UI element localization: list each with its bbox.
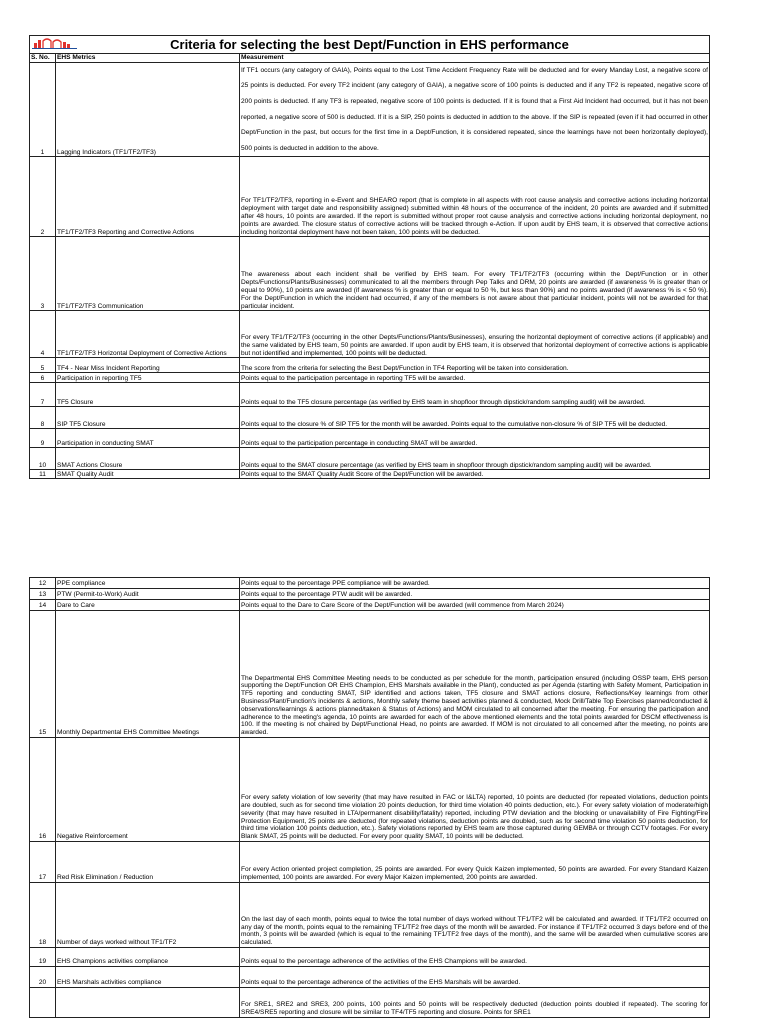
metric-cell: TF1/TF2/TF3 Reporting and Corrective Actions — [56, 157, 240, 237]
measurement-cell: The awareness about each incident shall be verified by EHS team. For every TF1/TF2/TF3 (occurring within the Dept/Function or in other Depts/Functions/Plants/Businesses) communicated to all the members through Pep Talks and DRM, 20 points are awarded (if awareness % is greater than or equal to 90%), 10 points are awarded (if awareness % is greater than or equal to 50 %, but less than 90%) and no points awarded (if awareness % is < 50 %). For the Dept/Function in which the incident had occurred, if any of the members is not aware about that particular incident, points will not be awarded for that particular incident. — [240, 237, 710, 311]
measurement-header: Measurement — [240, 54, 710, 63]
measurement-cell: The Departmental EHS Committee Meeting needs to be conducted as per schedule for the month, participation ensured (including OSSP team, EHS person supporting the Dept/Function OR EHS Champion, EHS Marshals available in the Plant), conducted as per Agenda (starting with Safety Moment, Participation in TF5 reporting and conducting SMAT, SIP identified and actions taken, TF5 closure and SMAT actions closure, Reflections/Key learnings from other Business/Plant/Function's incidents & actions, Monthly safety theme based activities planned & conducted, Mock Drill/Table Top Exercises planned/conducted & observations/learnings & actions planned/taken & Status of Actions) and MOM circulated to all concerned after the meeting. For ensuring the participation and adherence to the meeting's agenda, 10 points are awarded for each of the above mentioned elements and the total points awarded for DSCM effectiveness is 100. If the meeting is not chaired by Dept/Functional Head, no points are awarded. If MOM is not circulated to all concerned after the meeting, no points are awarded. — [240, 611, 710, 738]
measurement-cell: On the last day of each month, points equal to twice the total number of days worked without TF1/TF2 will be calculated and awarded. If TF1/TF2 occurred on any day of the month, points equal to the remaining TF1/TF2 free days of the month will be awarded. For instance if TF1/TF2 occurred 3 days before end of the month, 3 points will be awarded (which is equal to the remaining TF1/TF2 free days of the month), and the same will be awarded when cumulative scores are calculated. — [240, 883, 710, 948]
table-row — [30, 738, 710, 842]
criteria-table-page1 — [29, 35, 710, 479]
table-row — [30, 383, 710, 407]
table-row — [30, 470, 710, 479]
row-number: 6 — [30, 373, 56, 383]
criteria-table-page2 — [29, 577, 710, 1018]
measurement-cell: Points equal to the SMAT Quality Audit Score of the Dept/Function will be awarded. — [240, 470, 710, 479]
table-row — [30, 842, 710, 883]
table-row — [30, 157, 710, 237]
metric-cell: Red Risk Elimination / Reduction — [56, 842, 240, 883]
metric-cell: Monthly Departmental EHS Committee Meetings — [56, 611, 240, 738]
row-number: 18 — [30, 883, 56, 948]
table-row — [30, 358, 710, 373]
row-number: 3 — [30, 237, 56, 311]
table-row — [30, 883, 710, 948]
row-number: 8 — [30, 407, 56, 429]
sno-header: S. No. — [30, 54, 56, 63]
row-number: 16 — [30, 738, 56, 842]
metric-cell: TF1/TF2/TF3 Horizontal Deployment of Corrective Actions — [56, 311, 240, 358]
measurement-cell: Points equal to the percentage adherence of the activities of the EHS Marshals will be awarded. — [240, 967, 710, 988]
metric-cell: SIP TF5 Closure — [56, 407, 240, 429]
metric-cell: Dare to Care — [56, 600, 240, 611]
table-row — [30, 600, 710, 611]
measurement-cell: For every TF1/TF2/TF3 (occurring in the other Depts/Functions/Plants/Businesses), ensuring the horizontal deployment of corrective actions (if applicable) and the same validated by EHS team, 50 points are awarded. If upon audit by EHS team, it is observed that horizontal deployment of corrective actions is applicable but not identified and implemented, 100 points will be deducted. — [240, 311, 710, 358]
measurement-cell: For TF1/TF2/TF3, reporting in e-Event and SHEARO report (that is complete in all aspects with root cause analysis and corrective actions including horizontal deployment with target date and responsibility assigned) submitted within 48 hours of the occurrence of the incident, 20 points are awarded and if submitted after 48 hours, 10 points are awarded. If the report is submitted without proper root cause analysis and corrective actions including horizontal deployment, no points are awarded. The closure status of corrective actions will be tracked through e-Action. If upon audit by EHS team, it is observed that corrective actions including horizontal deployment have not been taken, 100 points will be deducted. — [240, 157, 710, 237]
row-number: 9 — [30, 429, 56, 448]
row-number: 5 — [30, 358, 56, 373]
row-number: 15 — [30, 611, 56, 738]
row-number: 2 — [30, 157, 56, 237]
metric-cell: Number of days worked without TF1/TF2 — [56, 883, 240, 948]
table-row — [30, 988, 710, 1018]
row-number: 1 — [30, 62, 56, 157]
measurement-cell: For SRE1, SRE2 and SRE3, 200 points, 100 points and 50 points will be respectively deducted (deduction points doubled if repeated). The scoring for SRE4/SRE5 reporting and closure will be similar to TF4/TF5 reporting and closure. Points for SRE1 — [240, 988, 710, 1018]
metric-header: EHS Metrics — [56, 54, 240, 63]
table-row — [30, 62, 710, 157]
table-row — [30, 448, 710, 470]
header-row — [30, 54, 710, 63]
metric-cell: EHS Champions activities compliance — [56, 948, 240, 967]
row-number: 14 — [30, 600, 56, 611]
measurement-cell: Points equal to the Dare to Care Score of the Dept/Function will be awarded (will commence from March 2024) — [240, 600, 710, 611]
table-row — [30, 407, 710, 429]
table-row — [30, 948, 710, 967]
row-number: 17 — [30, 842, 56, 883]
metric-cell: Lagging Indicators (TF1/TF2/TF3) — [56, 62, 240, 157]
table-row — [30, 589, 710, 600]
row-number: 11 — [30, 470, 56, 479]
table-row — [30, 429, 710, 448]
measurement-cell: Points equal to the closure % of SIP TF5 for the month will be awarded. Points equal to the cumulative non-closure % of SIP TF5 will be deducted. — [240, 407, 710, 429]
page-title: Criteria for selecting the best Dept/Function in EHS performance — [170, 37, 569, 52]
measurement-cell: Points equal to the TF5 closure percentage (as verified by EHS team in shopfloor through dipstick/random sampling audit) will be awarded. — [240, 383, 710, 407]
metric-cell: PTW (Permit-to-Work) Audit — [56, 589, 240, 600]
row-number: 19 — [30, 948, 56, 967]
metric-cell: TF5 Closure — [56, 383, 240, 407]
table-row — [30, 611, 710, 738]
measurement-cell: The score from the criteria for selecting the Best Dept/Function in TF4 Reporting will be taken into consideration. — [240, 358, 710, 373]
row-number: 12 — [30, 578, 56, 589]
table-row — [30, 237, 710, 311]
metric-cell: TF1/TF2/TF3 Communication — [56, 237, 240, 311]
table-row — [30, 967, 710, 988]
metric-cell: Participation in reporting TF5 — [56, 373, 240, 383]
measurement-cell: For every safety violation of low severity (that may have resulted in FAC or I&LTA) reported, 10 points are deducted (for repeated violations, deduction points are doubled, such as for second time violation 20 points deduction, for third time violation 40 points deduction, etc.). For every safety violation of moderate/high severity (that may have resulted in LTA/permanent disability/fatality) reported, including PTW deviation and the blocking or unavailability of Fire Fighting/Fire Protection Equipment, 25 points are deducted (for repeated violations, deduction points are doubled, such as for second time violation 50 points deduction, for third time violation 100 points deduction, etc.). Safety violations reported by EHS team are those captured during GEMBA or through CCTV footages. For every Blank SMAT, 25 points will be deducted. For every poor quality SMAT, 10 points will be deducted. — [240, 738, 710, 842]
measurement-cell: Points equal to the percentage adherence of the activities of the EHS Champions will be awarded. — [240, 948, 710, 967]
row-number: 4 — [30, 311, 56, 358]
metric-cell: Negative Reinforcement — [56, 738, 240, 842]
metric-cell: SMAT Actions Closure — [56, 448, 240, 470]
row-number: 13 — [30, 589, 56, 600]
title-row — [30, 36, 710, 54]
table-row — [30, 311, 710, 358]
measurement-cell: Points equal to the percentage PTW audit will be awarded. — [240, 589, 710, 600]
table-row — [30, 578, 710, 589]
measurement-cell: For every Action oriented project completion, 25 points are awarded. For every Quick Kaizen implemented, 50 points are awarded. For every Standard Kaizen implemented, 100 points are awarded. For every Major Kaizen implemented, 200 points are awarded. — [240, 842, 710, 883]
measurement-cell: Points equal to the percentage PPE compliance will be awarded. — [240, 578, 710, 589]
metric-cell: TF4 - Near Miss Incident Reporting — [56, 358, 240, 373]
measurement-cell: Points equal to the SMAT closure percentage (as verified by EHS team in shopfloor through dipstick/random sampling audit) will be awarded. — [240, 448, 710, 470]
row-number — [30, 988, 56, 1018]
measurement-cell: If TF1 occurs (any category of GAIA), Points equal to the Lost Time Accident Frequency Rate will be deducted and for every Manday Lost, a negative score of 25 points is deducted. For every TF2 incident (any category of GAIA), a negative score of 100 points is deducted and if any TF2 is repeated, negative score of 200 points is deducted. If any TF3 is repeated, negative score of 100 points is deducted. If it is found that a First Aid Incident had occurred, but it has not been reported, a negative score of 500 is deducted. If it is a SIP, 250 points is deducted in addtion to the above. If the SIP is repeated (even if it had occurred in other Dept/Function in the past, but occurs for the first time in a Dept/Function, it is considered repeated, since the learnings have not been horizontally deployed), 500 points is deducted in addition to the above. — [240, 62, 710, 157]
metric-cell: Participation in conducting SMAT — [56, 429, 240, 448]
measurement-cell: Points equal to the participation percentage in reporting TF5 will be awarded. — [240, 373, 710, 383]
measurement-cell: Points equal to the participation percentage in conducting SMAT will be awarded. — [240, 429, 710, 448]
table-row — [30, 373, 710, 383]
row-number: 7 — [30, 383, 56, 407]
metric-cell: PPE compliance — [56, 578, 240, 589]
row-number: 20 — [30, 967, 56, 988]
metric-cell: SMAT Quality Audit — [56, 470, 240, 479]
metric-cell — [56, 988, 240, 1018]
saint-gobain-logo — [32, 37, 84, 53]
metric-cell: EHS Marshals activities compliance — [56, 967, 240, 988]
row-number: 10 — [30, 448, 56, 470]
